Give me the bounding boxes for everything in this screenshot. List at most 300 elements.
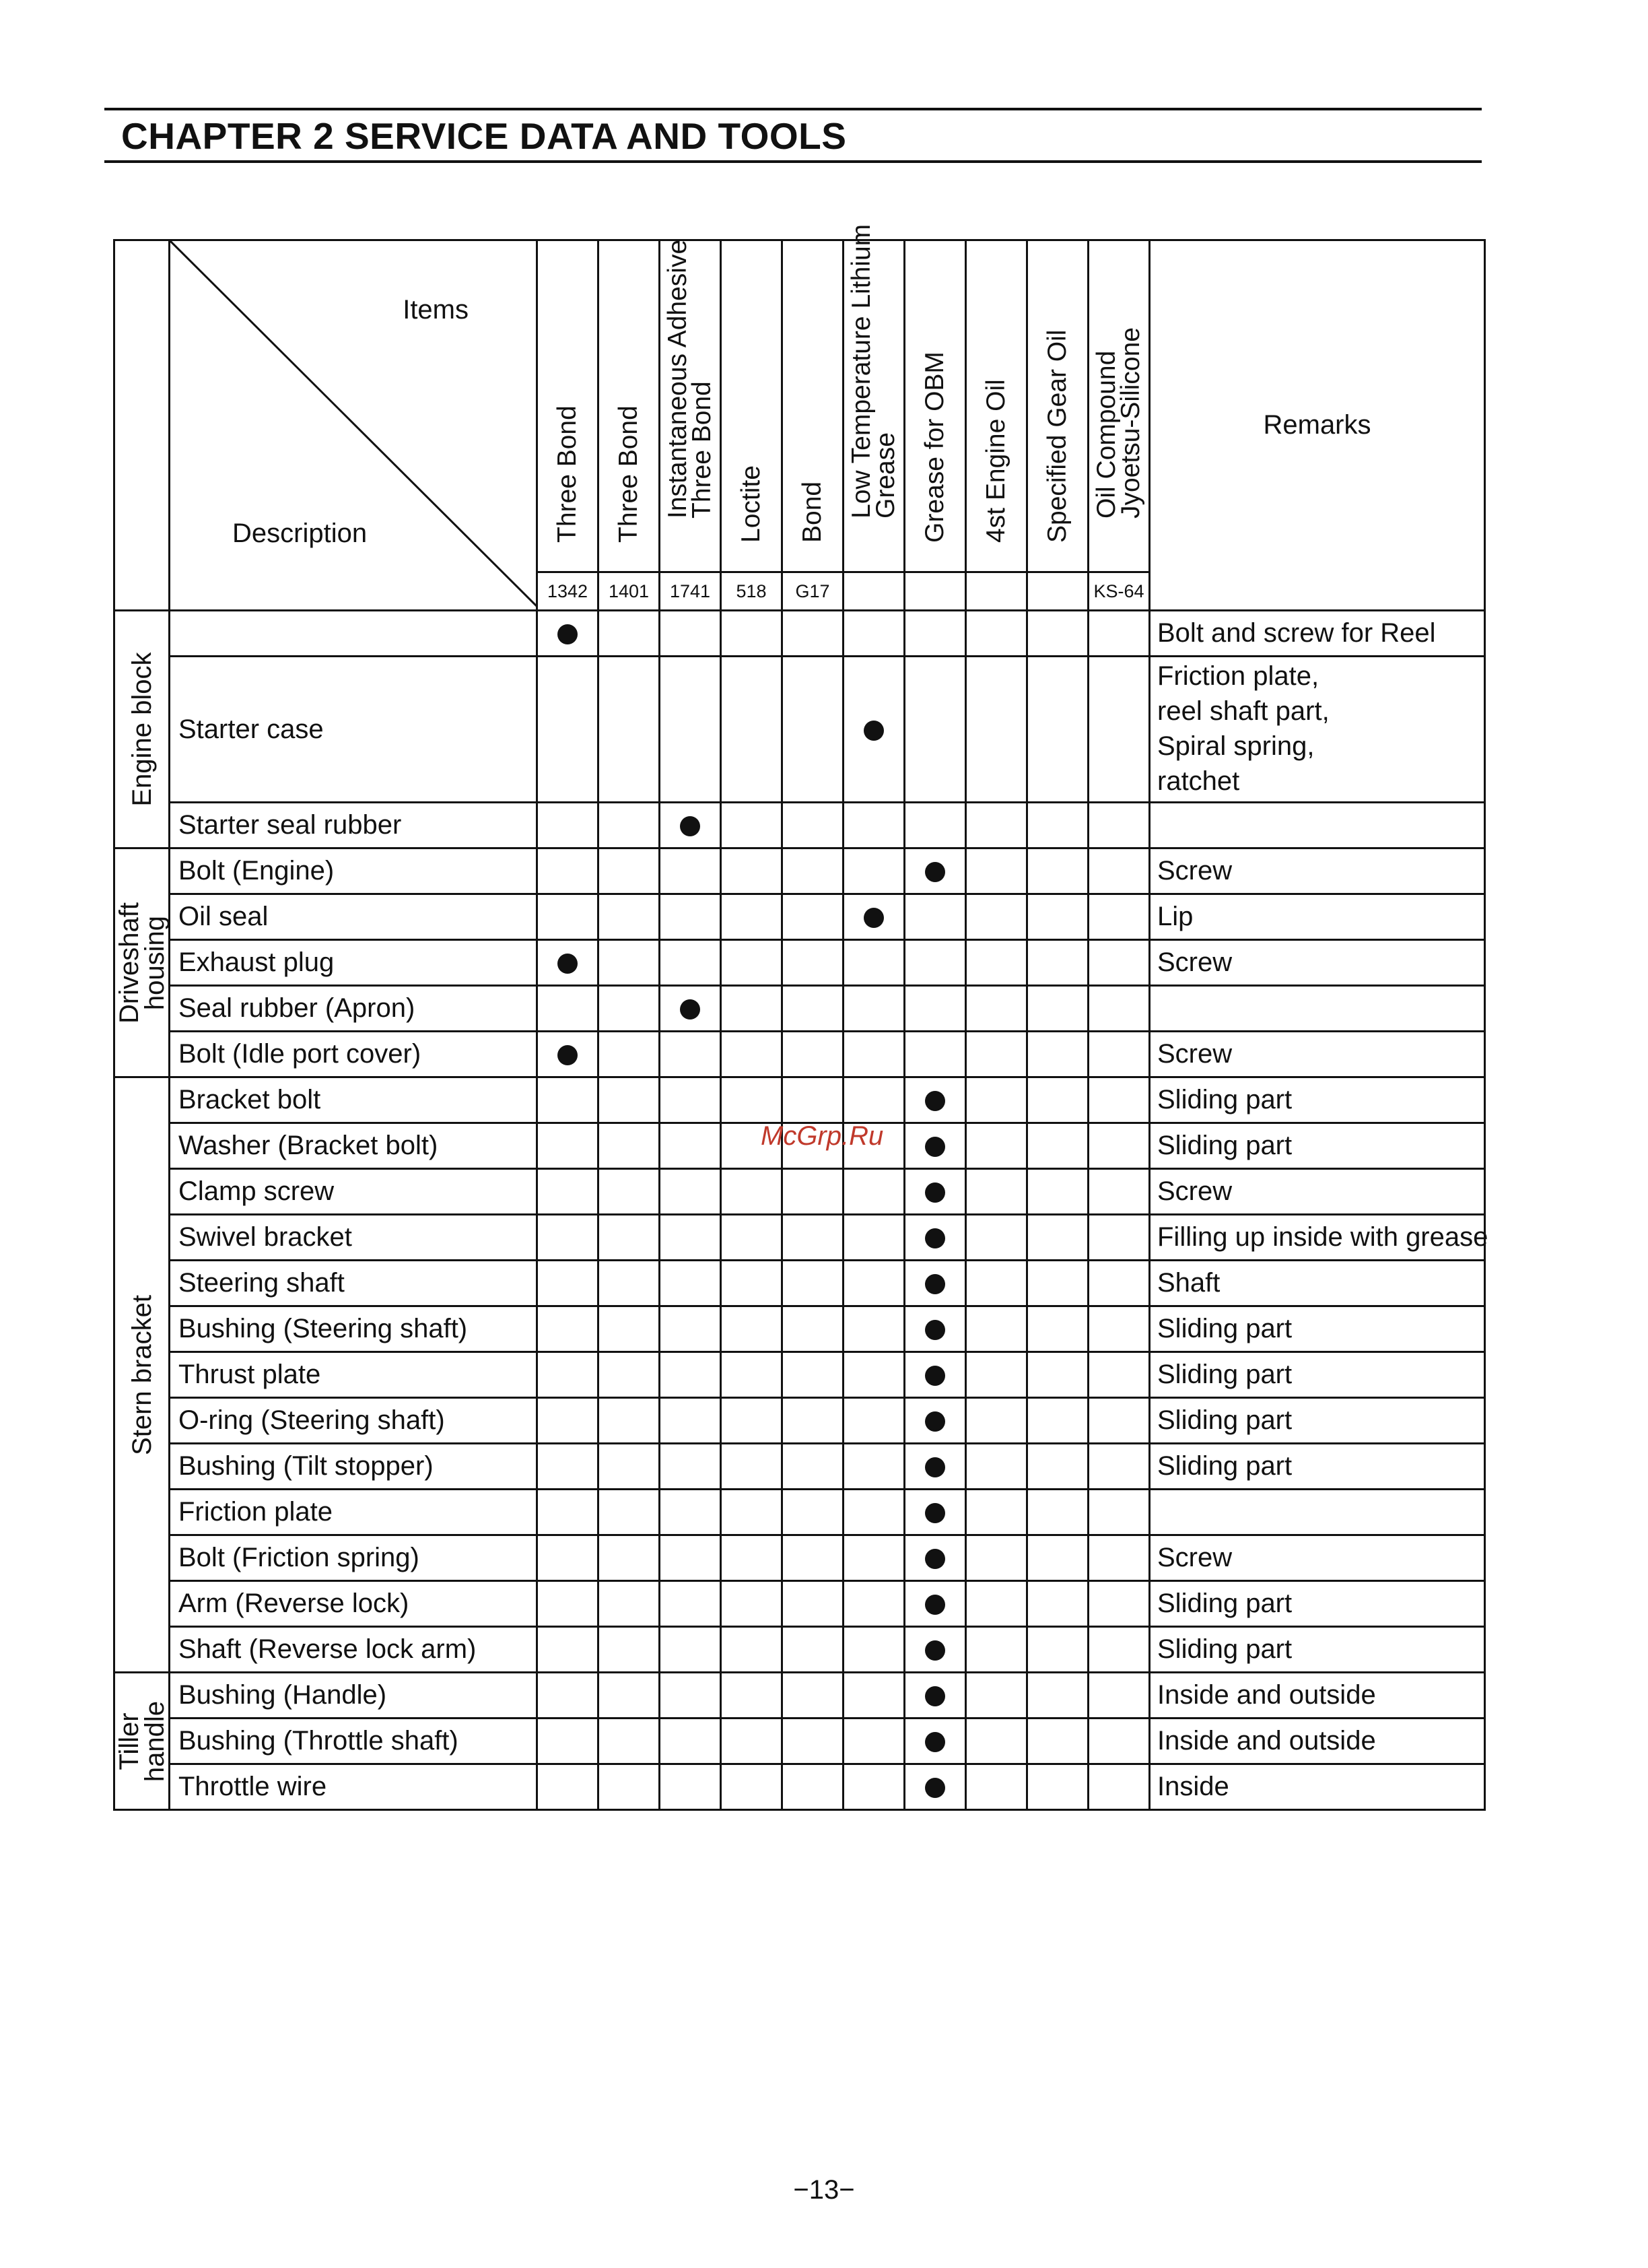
remarks-cell: Sliding part (1150, 1444, 1485, 1490)
table-row (114, 1261, 1485, 1306)
mark-cell (782, 894, 844, 940)
mark-cell (844, 1581, 905, 1627)
table-row (114, 1444, 1485, 1490)
mark-cell (966, 1627, 1027, 1673)
mark-cell (1089, 1077, 1150, 1123)
remarks-cell: Bolt and screw for Reel (1150, 611, 1485, 657)
mark-cell (537, 1673, 598, 1719)
mark-cell (598, 1490, 660, 1535)
mark-cell (660, 1444, 721, 1490)
table-row (114, 803, 1485, 848)
mark-cell (660, 1673, 721, 1719)
remarks-cell: Screw (1150, 1032, 1485, 1077)
mark-cell (1027, 1352, 1089, 1398)
applied-dot-icon (925, 1182, 945, 1203)
mark-cell (1089, 1123, 1150, 1169)
description-cell: Bolt (Friction spring) (170, 1535, 537, 1581)
remarks-cell: Screw (1150, 848, 1485, 894)
column-header-name: 4st Engine Oil (982, 379, 1010, 543)
remarks-cell: Sliding part (1150, 1077, 1485, 1123)
mark-cell (782, 1535, 844, 1581)
mark-cell (966, 1215, 1027, 1261)
remarks-cell: Screw (1150, 940, 1485, 986)
mark-cell (1089, 1581, 1150, 1627)
mark-cell (966, 1535, 1027, 1581)
table-row (114, 1581, 1485, 1627)
mark-cell (844, 848, 905, 894)
description-cell: Clamp screw (170, 1169, 537, 1215)
mark-cell (660, 1077, 721, 1123)
mark-cell (905, 611, 966, 657)
mark-cell (598, 1398, 660, 1444)
applied-dot-icon (925, 1686, 945, 1706)
mark-cell (537, 1764, 598, 1810)
description-cell: Starter seal rubber (170, 803, 537, 848)
mark-cell (1089, 657, 1150, 803)
mark-cell (537, 1352, 598, 1398)
column-header (660, 240, 721, 572)
mark-cell (721, 940, 782, 986)
column-header (721, 240, 782, 572)
mark-cell (660, 1215, 721, 1261)
mark-cell (598, 1673, 660, 1719)
mark-cell (721, 1444, 782, 1490)
service-data-table (113, 224, 1488, 1811)
description-cell: Shaft (Reverse lock arm) (170, 1627, 537, 1673)
mark-cell (966, 940, 1027, 986)
column-header-name: Grease for OBM (920, 352, 949, 543)
column-code (1027, 572, 1089, 611)
table-row (114, 1719, 1485, 1764)
applied-dot-icon (925, 1732, 945, 1752)
mark-cell (598, 1535, 660, 1581)
mark-cell (660, 1032, 721, 1077)
mark-cell (1027, 1215, 1089, 1261)
applied-dot-icon (925, 1137, 945, 1157)
mark-cell (966, 1673, 1027, 1719)
applied-dot-icon (925, 1411, 945, 1432)
mark-cell (966, 1077, 1027, 1123)
mark-cell (537, 611, 598, 657)
mark-cell (721, 1673, 782, 1719)
mark-cell (721, 1306, 782, 1352)
table-row (114, 1398, 1485, 1444)
mark-cell (844, 1077, 905, 1123)
table-row (114, 1306, 1485, 1352)
table-row (114, 611, 1485, 657)
mark-cell (721, 1581, 782, 1627)
mark-cell (782, 848, 844, 894)
mark-cell (721, 986, 782, 1032)
remarks-cell: Screw (1150, 1169, 1485, 1215)
mark-cell (1027, 1581, 1089, 1627)
table-row (114, 1764, 1485, 1810)
applied-dot-icon (925, 1228, 945, 1248)
mark-cell (1089, 1306, 1150, 1352)
group-label-cell (114, 1077, 170, 1673)
mark-cell (598, 1627, 660, 1673)
mark-cell (966, 611, 1027, 657)
mark-cell (660, 940, 721, 986)
mark-cell (1027, 1032, 1089, 1077)
mark-cell (1027, 1077, 1089, 1123)
table-row (114, 894, 1485, 940)
column-header-name: Low Temperature Lithium Grease (847, 224, 900, 519)
mark-cell (660, 1352, 721, 1398)
mark-cell (844, 1352, 905, 1398)
mark-cell (1089, 1627, 1150, 1673)
corner-diagonal-line (170, 241, 538, 607)
mark-cell (598, 1077, 660, 1123)
mark-cell (966, 1719, 1027, 1764)
mark-cell (1027, 1764, 1089, 1810)
mark-cell (1089, 1215, 1150, 1261)
mark-cell (660, 1398, 721, 1444)
mark-cell (782, 1490, 844, 1535)
description-cell: Swivel bracket (170, 1215, 537, 1261)
mark-cell (844, 1535, 905, 1581)
mark-cell (844, 611, 905, 657)
mark-cell (782, 1032, 844, 1077)
description-cell: Bushing (Handle) (170, 1673, 537, 1719)
column-header (905, 240, 966, 572)
mark-cell (905, 1764, 966, 1810)
group-label-cell (114, 848, 170, 1077)
applied-dot-icon (925, 1320, 945, 1340)
mark-cell (1027, 611, 1089, 657)
mark-cell (905, 1490, 966, 1535)
mark-cell (966, 1123, 1027, 1169)
mark-cell (844, 1306, 905, 1352)
mark-cell (966, 1581, 1027, 1627)
mark-cell (1089, 1169, 1150, 1215)
remarks-cell: Inside and outside (1150, 1673, 1485, 1719)
description-cell: Bushing (Steering shaft) (170, 1306, 537, 1352)
mark-cell (537, 986, 598, 1032)
description-cell: O-ring (Steering shaft) (170, 1398, 537, 1444)
mark-cell (1089, 894, 1150, 940)
description-cell (170, 611, 537, 657)
mark-cell (905, 1444, 966, 1490)
group-label-cell (114, 1673, 170, 1810)
mark-cell (598, 986, 660, 1032)
mark-cell (844, 1398, 905, 1444)
mark-cell (721, 1490, 782, 1535)
mark-cell (1089, 986, 1150, 1032)
mark-cell (782, 1673, 844, 1719)
description-cell: Washer (Bracket bolt) (170, 1123, 537, 1169)
remarks-cell: Lip (1150, 894, 1485, 940)
table-row (114, 657, 1485, 803)
group-label: Stern bracket (127, 1294, 157, 1455)
mark-cell (782, 986, 844, 1032)
mark-cell (1027, 1719, 1089, 1764)
mark-cell (537, 1077, 598, 1123)
description-cell: Bolt (Engine) (170, 848, 537, 894)
column-code (844, 572, 905, 611)
mark-cell (905, 1032, 966, 1077)
mark-cell (598, 848, 660, 894)
remarks-cell: Inside (1150, 1764, 1485, 1810)
mark-cell (782, 1444, 844, 1490)
mark-cell (721, 1261, 782, 1306)
mark-cell (537, 803, 598, 848)
remarks-cell (1150, 803, 1485, 848)
mark-cell (721, 611, 782, 657)
mark-cell (598, 1032, 660, 1077)
group-header-cell (114, 240, 170, 611)
mark-cell (660, 1123, 721, 1169)
mark-cell (1027, 1261, 1089, 1306)
mark-cell (721, 1719, 782, 1764)
mark-cell (598, 1261, 660, 1306)
mark-cell (721, 1032, 782, 1077)
remarks-header: Remarks (1150, 240, 1485, 611)
mark-cell (537, 1169, 598, 1215)
mark-cell (1089, 611, 1150, 657)
mark-cell (721, 848, 782, 894)
table-row (114, 940, 1485, 986)
mark-cell (905, 803, 966, 848)
mark-cell (1089, 1673, 1150, 1719)
mark-cell (905, 1306, 966, 1352)
column-code: KS-64 (1089, 572, 1150, 611)
column-header (966, 240, 1027, 572)
mark-cell (537, 657, 598, 803)
group-label: Engine block (127, 652, 157, 807)
description-cell: Oil seal (170, 894, 537, 940)
mark-cell (660, 1490, 721, 1535)
mark-cell (1027, 940, 1089, 986)
mark-cell (1027, 1673, 1089, 1719)
applied-dot-icon (925, 1778, 945, 1798)
mark-cell (598, 1719, 660, 1764)
mark-cell (598, 1581, 660, 1627)
chapter-title: CHAPTER 2 SERVICE DATA AND TOOLS (121, 115, 847, 157)
mark-cell (598, 1764, 660, 1810)
applied-dot-icon (864, 721, 884, 741)
mark-cell (782, 1169, 844, 1215)
mark-cell (966, 986, 1027, 1032)
mark-cell (537, 1581, 598, 1627)
mark-cell (598, 1352, 660, 1398)
group-label-cell (114, 611, 170, 848)
mark-cell (905, 1123, 966, 1169)
applied-dot-icon (925, 1274, 945, 1294)
mark-cell (905, 986, 966, 1032)
mark-cell (660, 1169, 721, 1215)
mark-cell (966, 848, 1027, 894)
mark-cell (660, 894, 721, 940)
mark-cell (1089, 1719, 1150, 1764)
mark-cell (905, 1261, 966, 1306)
mark-cell (721, 1077, 782, 1123)
mark-cell (1089, 1490, 1150, 1535)
mark-cell (844, 986, 905, 1032)
group-label: Tiller handle (114, 1700, 170, 1782)
mark-cell (1089, 848, 1150, 894)
mark-cell (782, 803, 844, 848)
watermark: McGrp.Ru (761, 1121, 884, 1151)
mark-cell (1027, 1490, 1089, 1535)
mark-cell (844, 1764, 905, 1810)
mark-cell (721, 1169, 782, 1215)
mark-cell (844, 894, 905, 940)
mark-cell (966, 1169, 1027, 1215)
mark-cell (1089, 1535, 1150, 1581)
description-cell: Arm (Reverse lock) (170, 1581, 537, 1627)
mark-cell (1089, 1764, 1150, 1810)
mark-cell (905, 1673, 966, 1719)
mark-cell (598, 1306, 660, 1352)
mark-cell (660, 1764, 721, 1810)
mark-cell (598, 1123, 660, 1169)
column-header-name: Oil Compound Jyoetsu-Silicone (1092, 327, 1145, 519)
mark-cell (1089, 1398, 1150, 1444)
mark-cell (1027, 1306, 1089, 1352)
mark-cell (966, 1490, 1027, 1535)
mark-cell (598, 1169, 660, 1215)
remarks-cell: Sliding part (1150, 1306, 1485, 1352)
mark-cell (905, 894, 966, 940)
mark-cell (537, 1306, 598, 1352)
applied-dot-icon (925, 862, 945, 882)
mark-cell (782, 1261, 844, 1306)
mark-cell (660, 1581, 721, 1627)
mark-cell (598, 1444, 660, 1490)
mark-cell (660, 1719, 721, 1764)
mark-cell (905, 1535, 966, 1581)
mark-cell (537, 1719, 598, 1764)
mark-cell (782, 1215, 844, 1261)
mark-cell (537, 1261, 598, 1306)
description-cell: Bushing (Tilt stopper) (170, 1444, 537, 1490)
mark-cell (905, 1169, 966, 1215)
mark-cell (782, 1719, 844, 1764)
mark-cell (1089, 1261, 1150, 1306)
applied-dot-icon (925, 1366, 945, 1386)
mark-cell (844, 1627, 905, 1673)
mark-cell (782, 1764, 844, 1810)
mark-cell (1089, 1444, 1150, 1490)
mark-cell (1027, 657, 1089, 803)
column-header-name: Specified Gear Oil (1043, 329, 1072, 543)
column-header (1089, 240, 1150, 572)
mark-cell (844, 1719, 905, 1764)
mark-cell (1027, 1535, 1089, 1581)
mark-cell (537, 1444, 598, 1490)
mark-cell (844, 1215, 905, 1261)
mark-cell (1027, 894, 1089, 940)
mark-cell (660, 803, 721, 848)
mark-cell (1089, 803, 1150, 848)
description-cell: Starter case (170, 657, 537, 803)
header-rule-top (104, 108, 1482, 110)
remarks-cell: Sliding part (1150, 1123, 1485, 1169)
mark-cell (782, 1627, 844, 1673)
mark-cell (721, 1627, 782, 1673)
mark-cell (1027, 1169, 1089, 1215)
group-label: Driveshaft housing (114, 902, 170, 1024)
mark-cell (537, 1535, 598, 1581)
table-row (114, 986, 1485, 1032)
description-cell: Throttle wire (170, 1764, 537, 1810)
applied-dot-icon (680, 999, 700, 1020)
mark-cell (905, 1077, 966, 1123)
mark-cell (537, 1032, 598, 1077)
table-row (114, 1352, 1485, 1398)
table-row (114, 1490, 1485, 1535)
mark-cell (966, 1032, 1027, 1077)
remarks-cell: Sliding part (1150, 1627, 1485, 1673)
mark-cell (1027, 1398, 1089, 1444)
column-code (966, 572, 1027, 611)
description-cell: Bracket bolt (170, 1077, 537, 1123)
table-row (114, 1169, 1485, 1215)
table-row (114, 1215, 1485, 1261)
mark-cell (905, 1398, 966, 1444)
header-rule-bottom (104, 160, 1482, 163)
mark-cell (1089, 1352, 1150, 1398)
applied-dot-icon (557, 954, 578, 974)
mark-cell (721, 1215, 782, 1261)
mark-cell (537, 1627, 598, 1673)
mark-cell (660, 1535, 721, 1581)
table-row (114, 1032, 1485, 1077)
mark-cell (1027, 1444, 1089, 1490)
mark-cell (1027, 1123, 1089, 1169)
mark-cell (782, 1581, 844, 1627)
mark-cell (905, 1627, 966, 1673)
items-label: Items (403, 295, 469, 325)
remarks-cell (1150, 1490, 1485, 1535)
column-code (905, 572, 966, 611)
remarks-cell: Inside and outside (1150, 1719, 1485, 1764)
column-header-name: Bond (798, 481, 827, 543)
mark-cell (1027, 848, 1089, 894)
mark-cell (537, 940, 598, 986)
description-cell: Steering shaft (170, 1261, 537, 1306)
remarks-cell: Sliding part (1150, 1352, 1485, 1398)
mark-cell (537, 848, 598, 894)
mark-cell (966, 1398, 1027, 1444)
applied-dot-icon (864, 908, 884, 928)
mark-cell (905, 1719, 966, 1764)
mark-cell (782, 657, 844, 803)
column-header-name: Three Bond (614, 405, 643, 543)
mark-cell (966, 1261, 1027, 1306)
column-code: G17 (782, 572, 844, 611)
mark-cell (660, 1306, 721, 1352)
mark-cell (782, 940, 844, 986)
mark-cell (660, 657, 721, 803)
column-header (782, 240, 844, 572)
column-code: 518 (721, 572, 782, 611)
applied-dot-icon (925, 1091, 945, 1111)
remarks-cell: Friction plate, reel shaft part, Spiral spring, ratchet (1150, 657, 1485, 803)
applied-dot-icon (925, 1595, 945, 1615)
mark-cell (966, 894, 1027, 940)
mark-cell (844, 1261, 905, 1306)
remarks-cell: Sliding part (1150, 1581, 1485, 1627)
column-header (598, 240, 660, 572)
mark-cell (905, 848, 966, 894)
mark-cell (844, 657, 905, 803)
column-header (537, 240, 598, 572)
column-header-name: Instantaneous Adhesive Three Bond (663, 239, 716, 519)
description-cell: Bolt (Idle port cover) (170, 1032, 537, 1077)
mark-cell (660, 611, 721, 657)
